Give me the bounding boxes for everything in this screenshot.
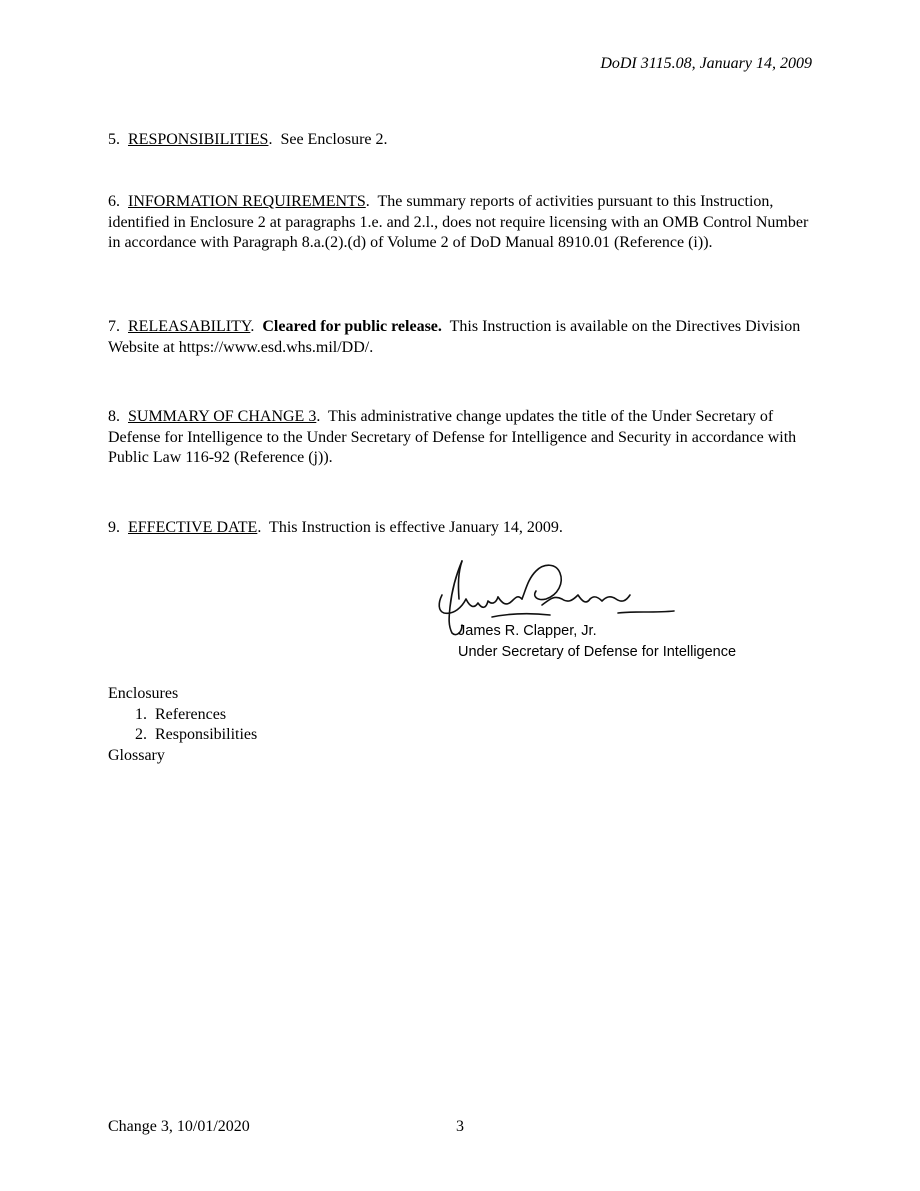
enclosures-label: Enclosures (108, 685, 179, 702)
section-6-information-requirements: 6. INFORMATION REQUIREMENTS. The summary reports of activities pursuant to this Instruction, identified in Enclosure 2 at paragraphs 1.e. and 2.l., does not require licensing with an OMB Control Number in accordance with Paragraph 8.a.(2).(d) of Volume 2 of DoD Manual 8910.01 (Reference (i)). (108, 193, 809, 252)
section-heading: INFORMATION REQUIREMENTS (128, 193, 366, 210)
section-heading: EFFECTIVE DATE (128, 519, 258, 536)
footer-page-number: 3 (456, 1118, 464, 1135)
section-7-releasability: 7. RELEASABILITY. Cleared for public release. This Instruction is available on the Directives Division Website at https://www.esd.whs.mil/DD/. (108, 318, 801, 356)
section-text: This Instruction is effective January 14, 2009. (269, 519, 563, 536)
section-5-responsibilities: 5. RESPONSIBILITIES. See Enclosure 2. (108, 131, 388, 148)
section-number: 8. (108, 408, 120, 425)
enclosure-item: 2. Responsibilities (135, 726, 258, 744)
enclosure-item: 1. References (135, 705, 227, 723)
section-text: See Enclosure 2. (280, 131, 388, 148)
section-heading: SUMMARY OF CHANGE 3 (128, 408, 317, 425)
section-bold-text: Cleared for public release. (262, 318, 442, 335)
footer-change-date: Change 3, 10/01/2020 (108, 1118, 250, 1135)
section-number: 9. (108, 519, 120, 536)
section-number: 6. (108, 193, 120, 210)
signature-block (432, 555, 792, 667)
section-text: This Instruction is available on the Directives Division Website at https://www.esd.whs.mil/DD/. (108, 318, 801, 356)
section-text: The summary reports of activities pursuant to this Instruction, identified in Enclosure 2 at paragraphs 1.e. and 2.l., does not require licensing with an OMB Control Number in accordance with Paragraph 8.a.(2).(d) of Volume 2 of DoD Manual 8910.01 (Reference (i)). (108, 193, 809, 252)
enclosures-list (108, 684, 257, 767)
signer-title: Under Secretary of Defense for Intelligence (458, 644, 737, 660)
section-number: 5. (108, 131, 120, 148)
section-heading: RELEASABILITY (128, 318, 251, 335)
section-heading: RESPONSIBILITIES (128, 131, 269, 148)
glossary-label: Glossary (108, 747, 165, 765)
page-header-doc-id: DoDI 3115.08, January 14, 2009 (600, 55, 812, 72)
section-number: 7. (108, 318, 120, 335)
section-9-effective-date: 9. EFFECTIVE DATE. This Instruction is effective January 14, 2009. (108, 519, 563, 536)
signer-name: James R. Clapper, Jr. (458, 623, 597, 639)
section-8-summary-of-change: 8. SUMMARY OF CHANGE 3. This administrative change updates the title of the Under Secretary of Defense for Intelligence to the Under Secretary of Defense for Intelligence and Security in accordance with Public Law 116-92 (Reference (j)). (108, 408, 797, 467)
section-text: This administrative change updates the title of the Under Secretary of Defense for Intelligence to the Under Secretary of Defense for Intelligence and Security in accordance with Public Law 116-92 (Reference (j)). (108, 408, 797, 467)
